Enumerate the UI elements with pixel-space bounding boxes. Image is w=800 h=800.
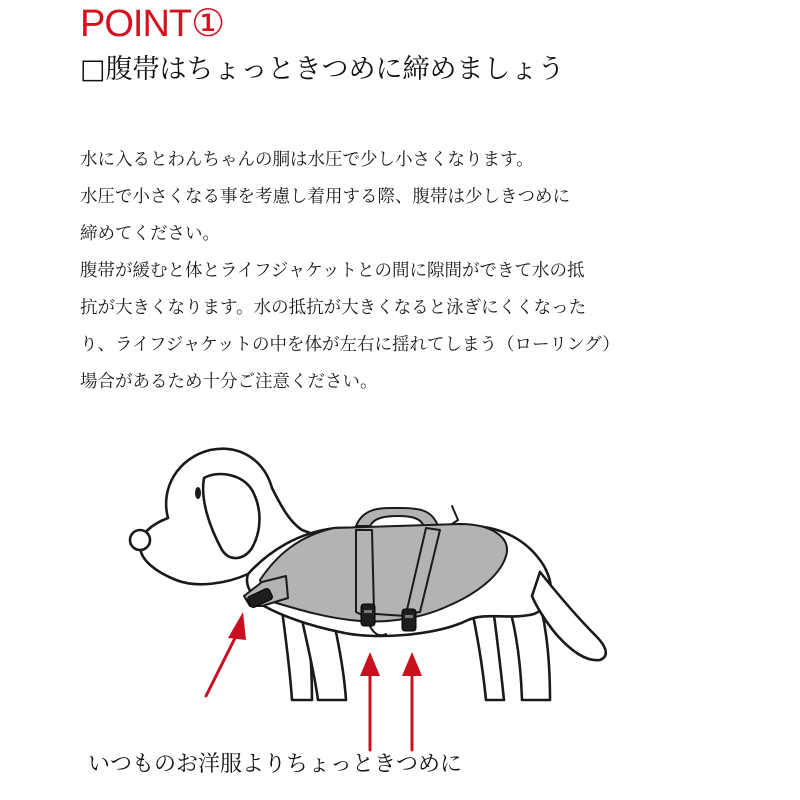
instruction-text — [80, 142, 760, 401]
arrow-icon — [360, 652, 380, 750]
dog-eye — [195, 487, 201, 499]
section-title: □腹帯はちょっときつめに締めましょう — [80, 54, 565, 85]
instruction-line: 抗が大きくなります。水の抵抗が大きくなると泳ぎにくくなった — [80, 298, 587, 318]
jacket-handle — [356, 508, 438, 526]
arrow-icon — [402, 652, 422, 750]
point-label: POINT① — [80, 3, 225, 45]
illustration-caption: いつものお洋服よりちょっときつめに — [88, 752, 463, 777]
dog-nose — [130, 530, 150, 550]
instruction-line: 水に入るとわんちゃんの胴は水圧で少し小さくなります。 — [80, 150, 534, 170]
instruction-line: 水圧で小さくなる事を考慮し着用する際、腹帯は少しきつめに — [80, 187, 570, 207]
instruction-line: 腹帯が緩むと体とライフジャケットとの間に隙間ができて水の抵 — [80, 261, 585, 281]
instruction-line: 締めてください。 — [80, 224, 220, 244]
jacket-belly-strap — [356, 530, 374, 616]
instruction-line: り、ライフジャケットの中を体が左右に揺れてしまう（ローリング） — [80, 335, 620, 355]
arrow-icon — [206, 612, 246, 696]
instruction-line: 場合があるため十分ご注意ください。 — [80, 372, 378, 392]
